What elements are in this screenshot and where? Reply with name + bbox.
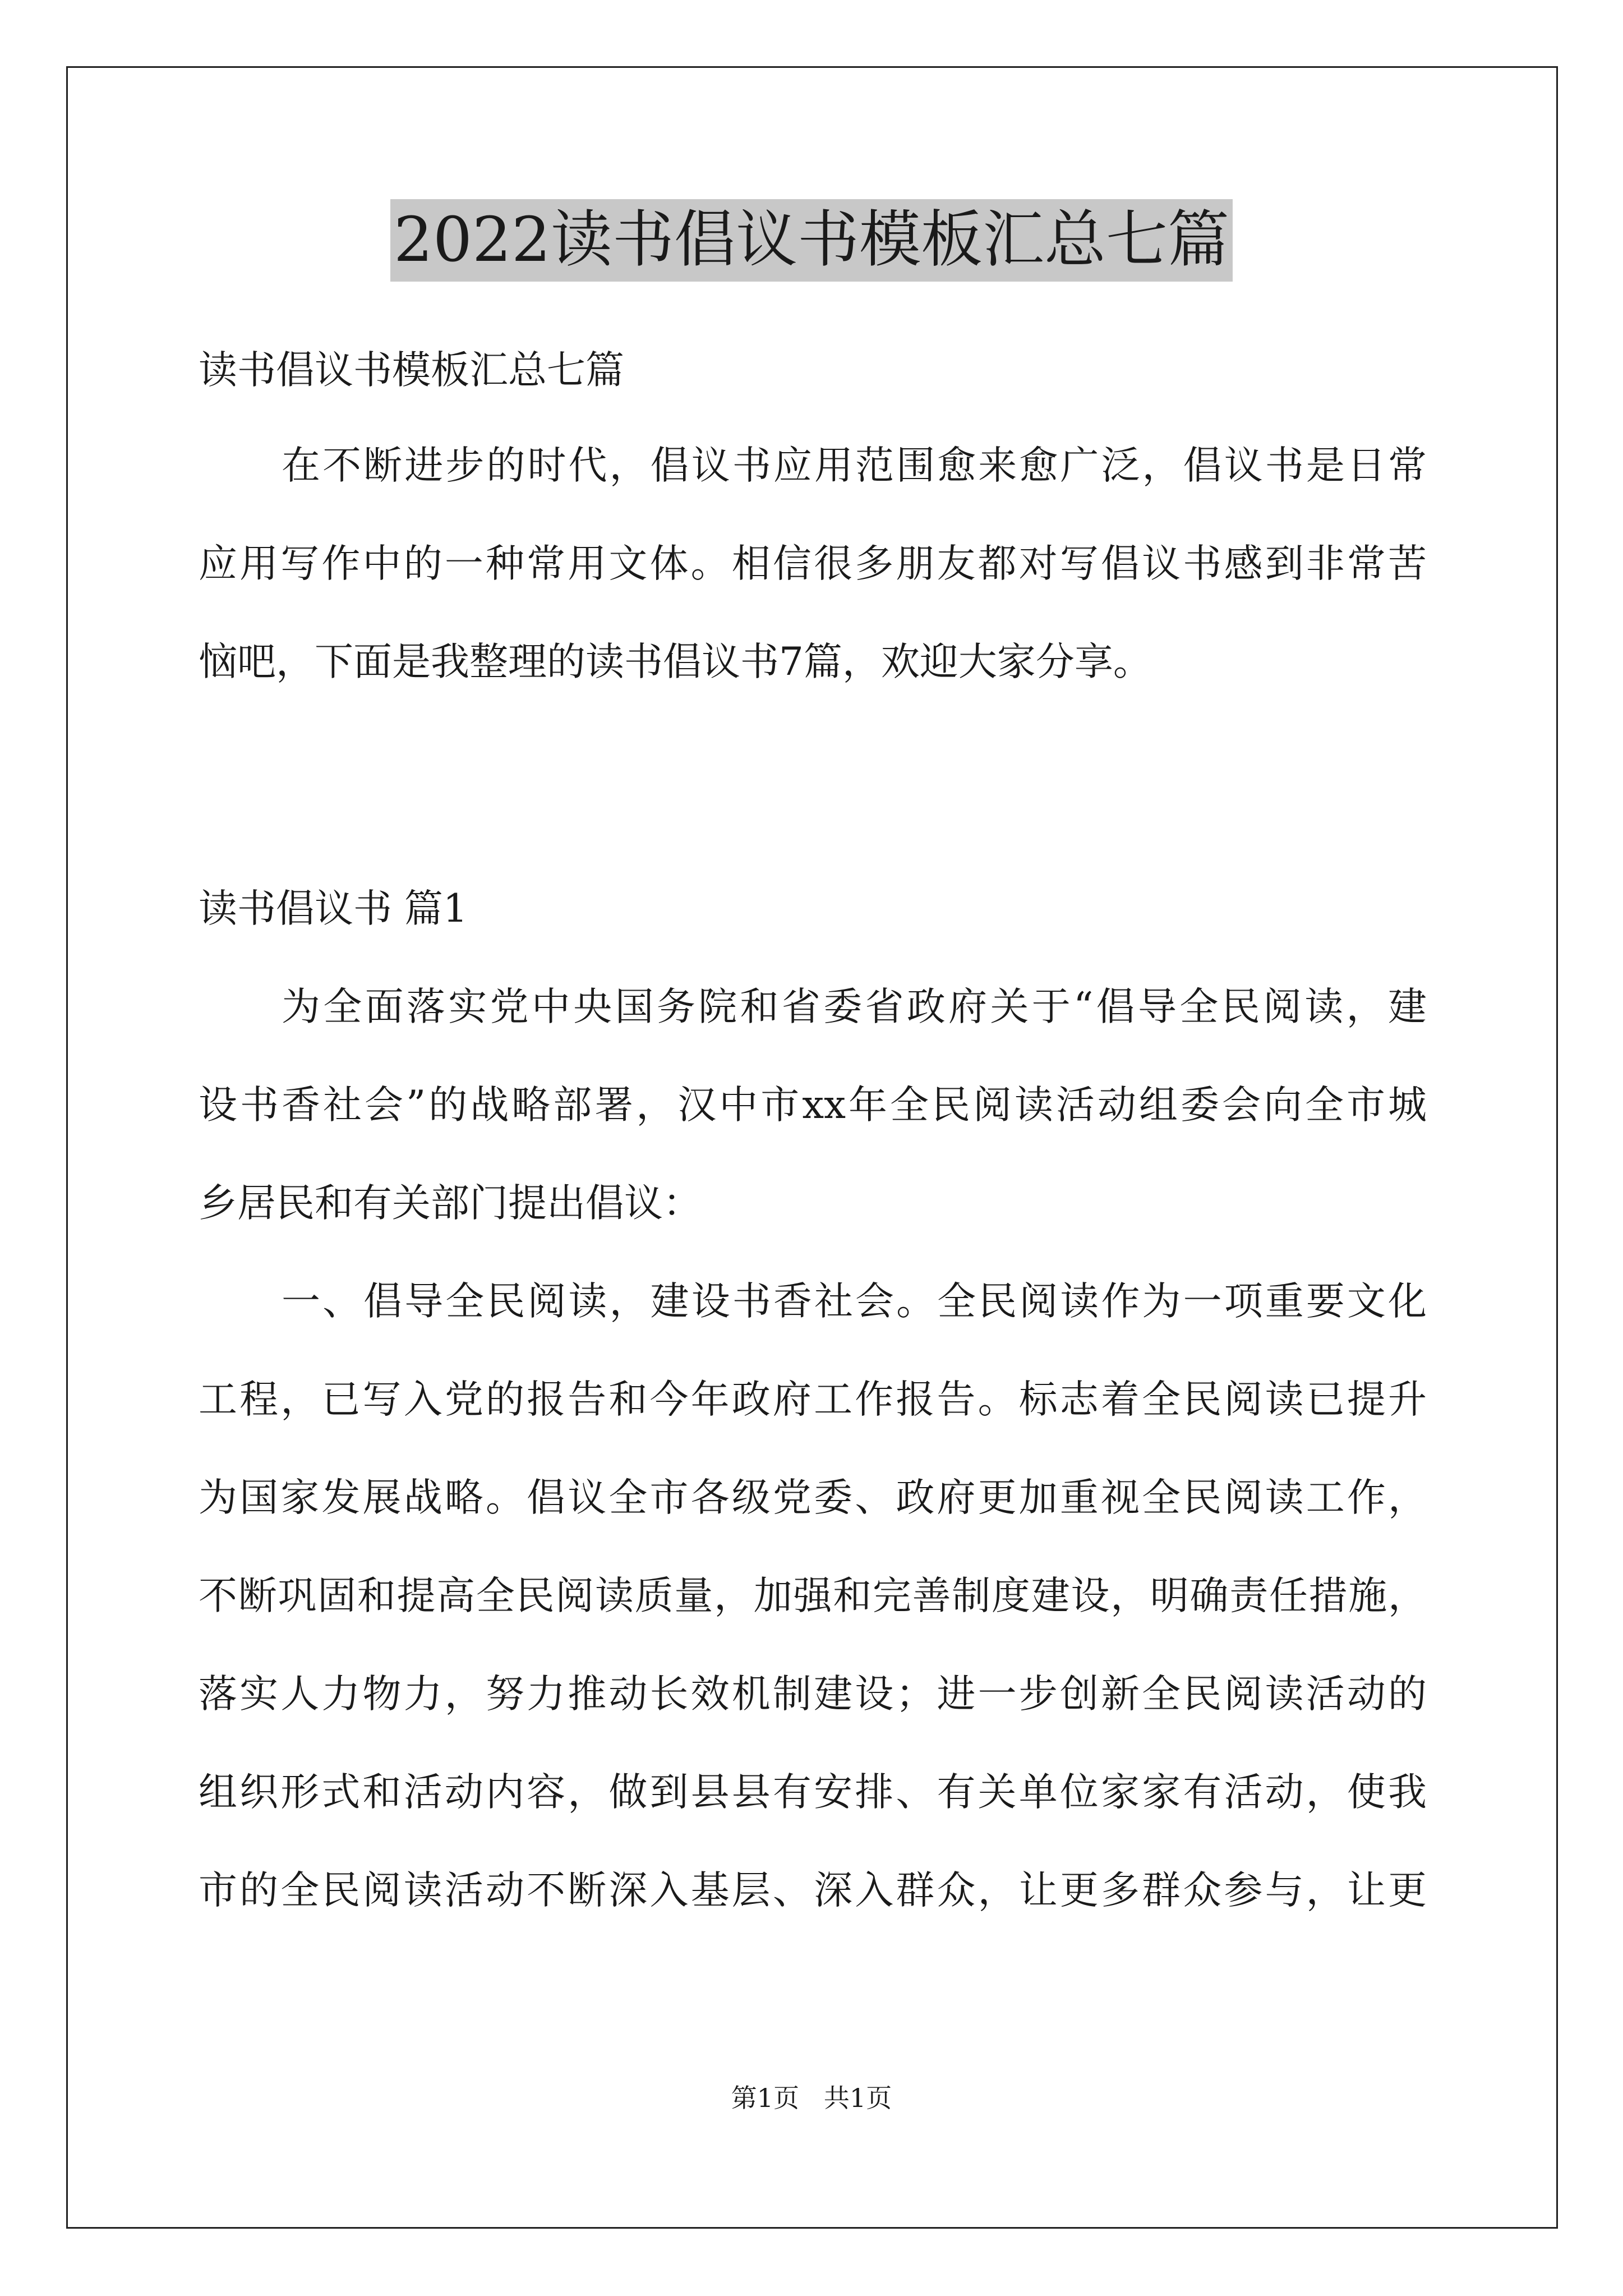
- page-number: 第1页 共1页: [731, 2083, 892, 2113]
- section-para2-line-7: 市的全民阅读活动不断深入基层、深入群众，让更多群众参与，让更: [199, 1868, 1427, 1913]
- document-title-wrap: [0, 199, 1623, 282]
- section-para2-line-1: 一、倡导全民阅读，建设书香社会。全民阅读作为一项重要文化: [282, 1279, 1427, 1324]
- section-para2-line-5: 落实人力物力，努力推动长效机制建设；进一步创新全民阅读活动的: [199, 1672, 1427, 1717]
- intro-line-2: 应用写作中的一种常用文体。相信很多朋友都对写倡议书感到非常苦: [199, 541, 1427, 586]
- section-heading: 读书倡议书 篇1: [199, 886, 468, 931]
- section-para2-line-6: 组织形式和活动内容，做到县县有安排、有关单位家家有活动，使我: [199, 1770, 1427, 1815]
- document-title: 2022读书倡议书模板汇总七篇: [390, 199, 1233, 282]
- section-para2-line-3: 为国家发展战略。倡议全市各级党委、政府更加重视全民阅读工作，: [199, 1475, 1427, 1520]
- section-para1-line-1: 为全面落实党中央国务院和省委省政府关于“倡导全民阅读，建: [282, 984, 1427, 1029]
- section-para2-line-2: 工程，已写入党的报告和今年政府工作报告。标志着全民阅读已提升: [199, 1377, 1427, 1422]
- intro-line-3: 恼吧，下面是我整理的读书倡议书7篇，欢迎大家分享。: [199, 639, 1152, 684]
- section-para1-line-3: 乡居民和有关部门提出倡议：: [199, 1181, 702, 1226]
- page-footer: [0, 2081, 1623, 2115]
- document-subtitle: 读书倡议书模板汇总七篇: [199, 348, 624, 393]
- section-para1-line-2: 设书香社会”的战略部署，汉中市xx年全民阅读活动组委会向全市城: [199, 1083, 1427, 1128]
- intro-line-1: 在不断进步的时代，倡议书应用范围愈来愈广泛，倡议书是日常: [282, 443, 1427, 488]
- section-para2-line-4: 不断巩固和提高全民阅读质量，加强和完善制度建设，明确责任措施，: [199, 1573, 1427, 1618]
